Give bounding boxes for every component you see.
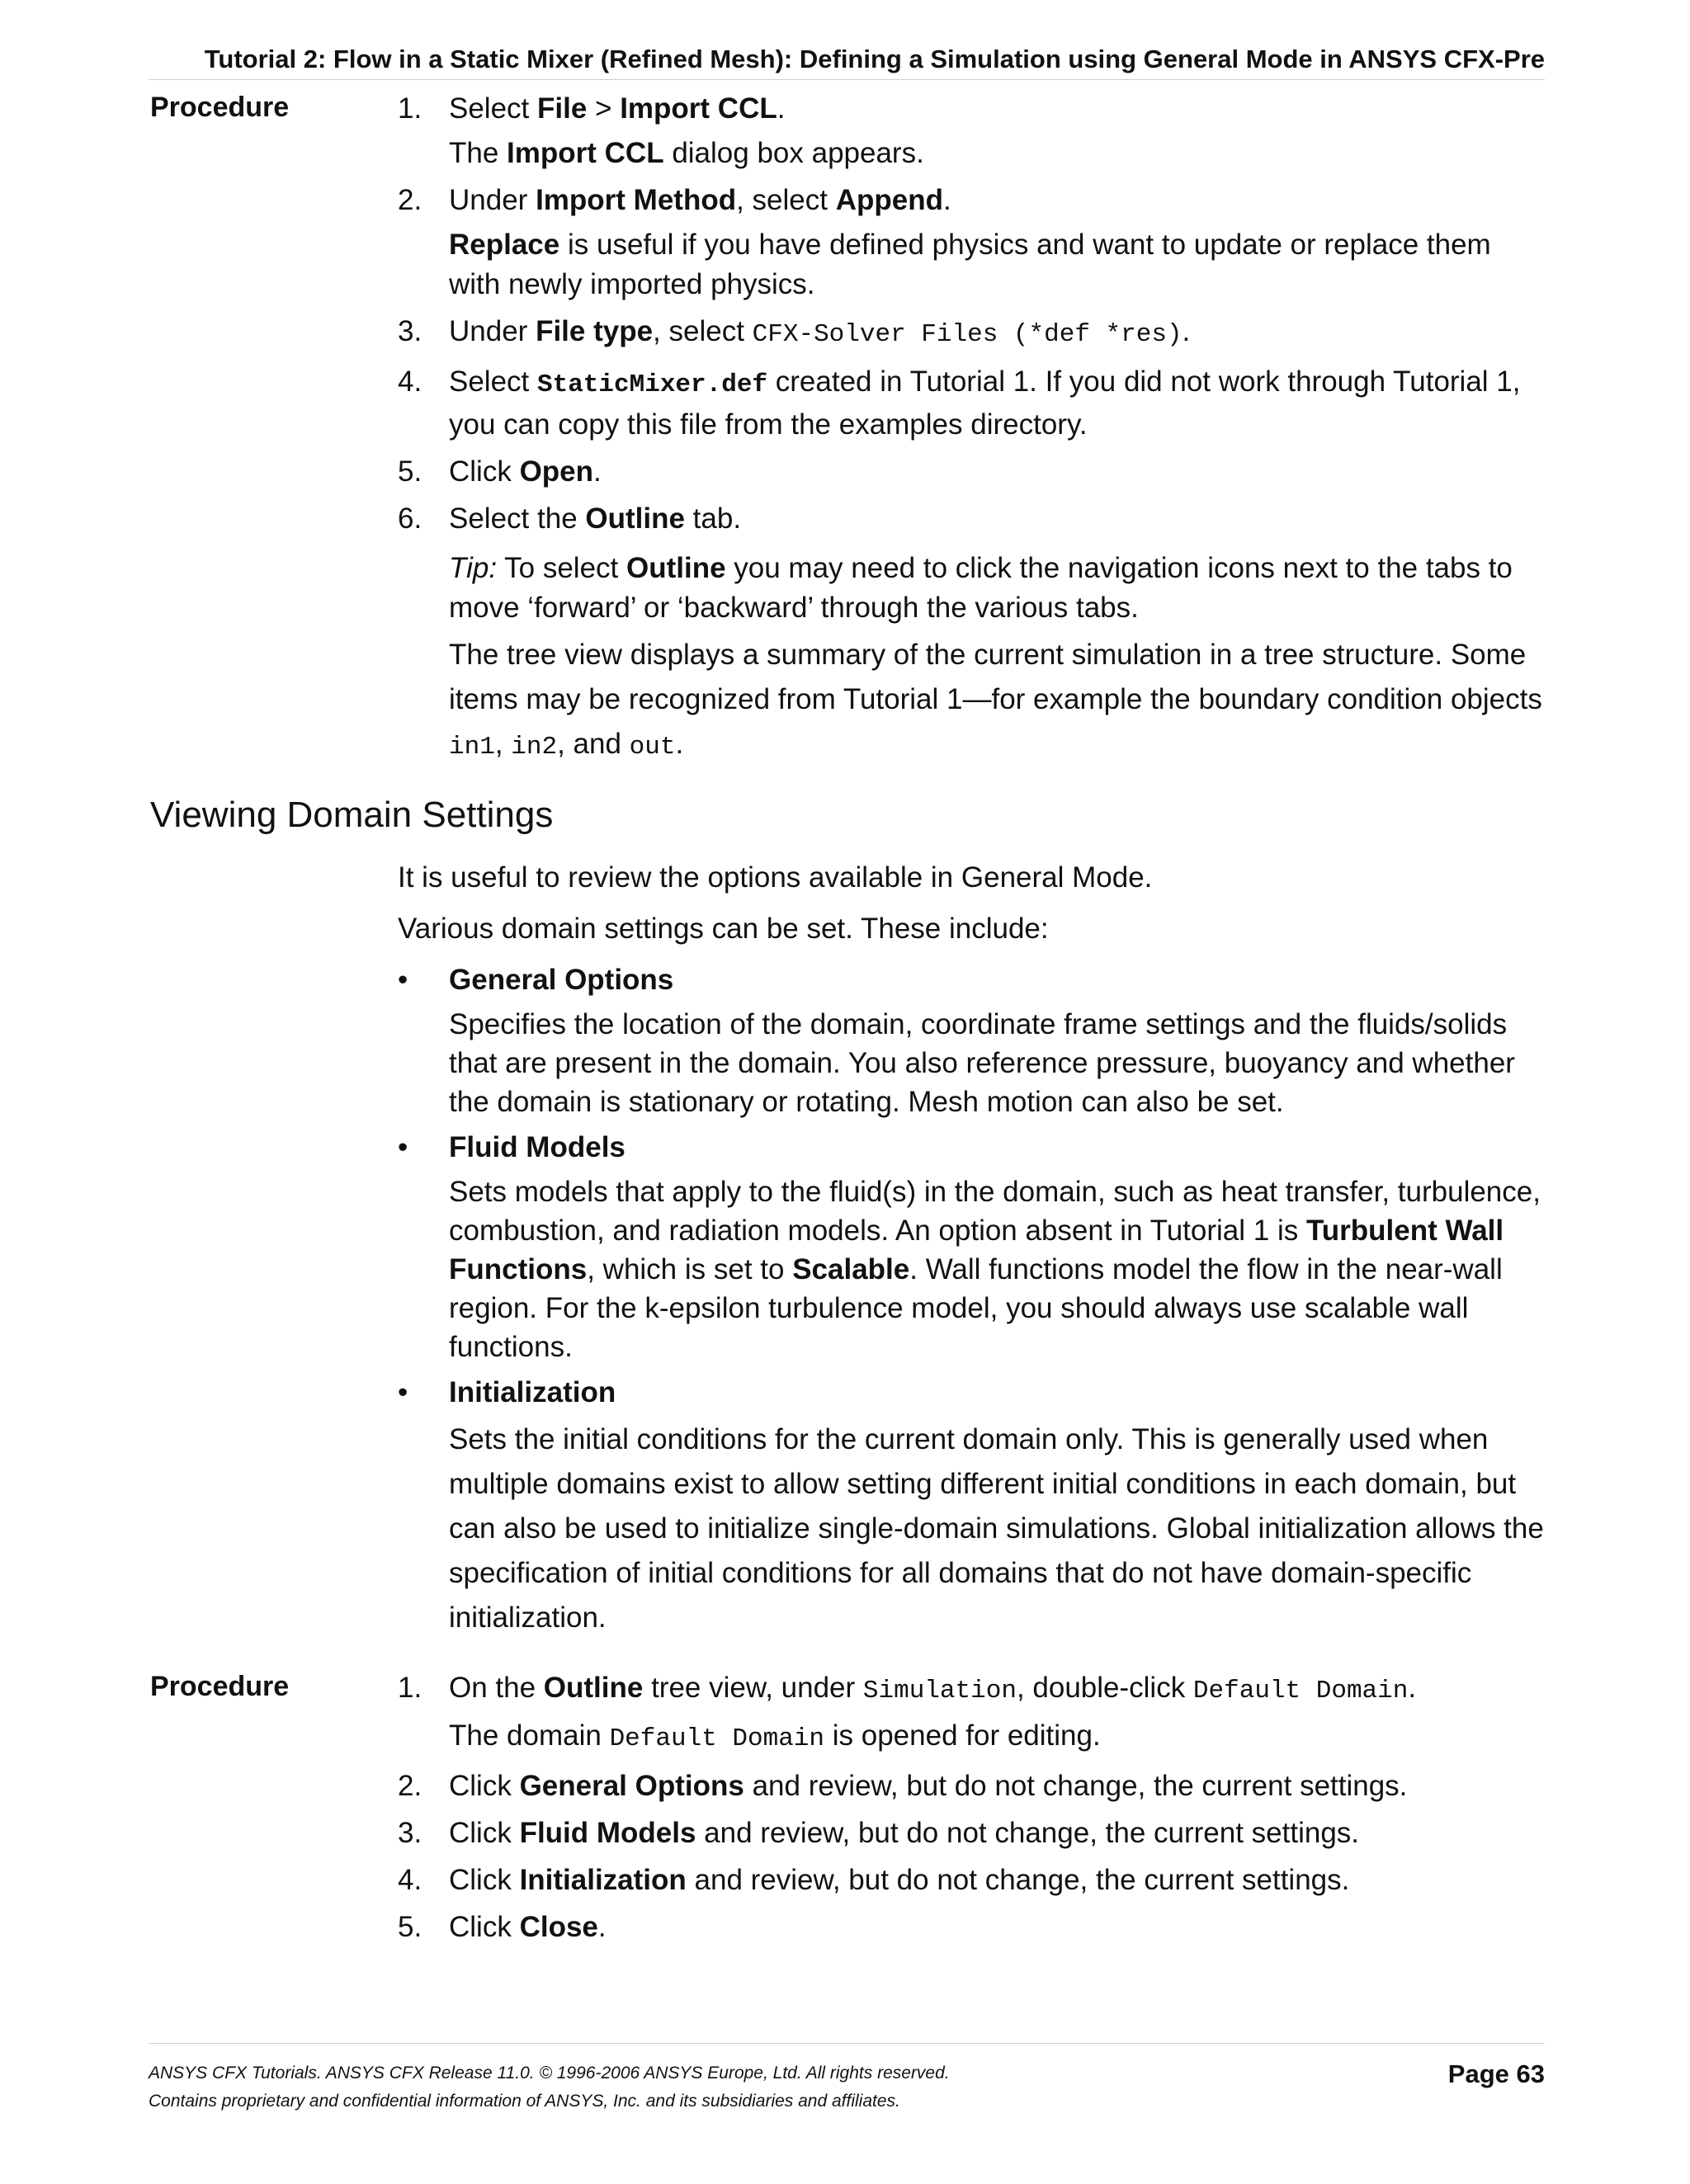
bullet-item: [398, 1128, 1545, 1366]
procedure-step: 1. On the Outline tree view, under Simulation, double-click Default Domain. The domain Default Domain is opened for editing.: [398, 1668, 1545, 1759]
procedure-step: 2. Click General Options and review, but do not change, the current settings.: [398, 1770, 1408, 1802]
bullet-item: [398, 960, 1545, 1121]
section-heading: Viewing Domain Settings: [150, 795, 554, 835]
intro-paragraph: Various domain settings can be set. These include:: [398, 913, 1049, 945]
bullet-icon: •: [398, 1131, 408, 1163]
bullet-description: Sets the initial conditions for the current domain only. This is generally used when multiple domains exist to allow setting different initial conditions in each domain, but can also be used to initialize single-domain simulations. Global initialization allows the specification of initial conditions for all domains that do not have domain-specific initialization.: [449, 1423, 1544, 1634]
section-body: [398, 858, 1545, 1647]
procedure-label: Procedure: [150, 92, 290, 123]
procedure-step: 3. Click Fluid Models and review, but do not change, the current settings.: [398, 1817, 1360, 1849]
bullet-description: Specifies the location of the domain, coordinate frame settings and the fluids/solids that are present in the domain. You also reference pressure, buoyancy and whether the domain is stationary or rotating. Mesh motion can also be set.: [449, 1008, 1515, 1118]
running-header: Tutorial 2: Flow in a Static Mixer (Refined Mesh): Defining a Simulation using General Mode in ANSYS CFX-Pre: [149, 43, 1545, 80]
procedure-step: 2. Under Import Method, select Append. Replace is useful if you have defined physics and want to update or replace them with newly imported physics.: [398, 181, 1545, 304]
tip-note: Tip: To select Outline you may need to click the navigation icons next to the tabs to move ‘forward’ or ‘backward’ through the various tabs.: [449, 552, 1513, 624]
procedure-step: 4. Select StaticMixer.def created in Tutorial 1. If you did not work through Tutorial 1, you can copy this file from the examples directory.: [398, 366, 1521, 441]
procedure-step: 1. Select File > Import CCL. The Import CCL dialog box appears.: [398, 89, 1545, 173]
step-note: The Import CCL dialog box appears.: [449, 137, 924, 169]
procedure-step: 4. Click Initialization and review, but do not change, the current settings.: [398, 1864, 1350, 1896]
procedure-label: Procedure: [150, 1671, 290, 1702]
footer-copyright: ANSYS CFX Tutorials. ANSYS CFX Release 11.0. © 1996-2006 ANSYS Europe, Ltd. All rights reserved. Contains proprietary and confidential information of ANSYS, Inc. and its subsidiaries and affiliates.: [149, 2064, 950, 2111]
step-note: Replace is useful if you have defined physics and want to update or replace them with newly imported physics.: [449, 229, 1491, 300]
bullet-icon: •: [398, 964, 408, 996]
procedure-steps: [398, 1668, 1545, 1955]
step-note: The tree view displays a summary of the current simulation in a tree structure. Some items may be recognized from Tutorial 1—for example the boundary condition objects in1, in2, and out.: [449, 639, 1542, 762]
footer-divider: [149, 2043, 1545, 2044]
procedure-step: 5. Click Close.: [398, 1911, 607, 1943]
procedure-steps: [398, 89, 1545, 777]
bullet-description: Sets models that apply to the fluid(s) in the domain, such as heat transfer, turbulence, combustion, and radiation models. An option absent in Tutorial 1 is Turbulent Wall Functions, which is set to Scalable. Wall functions model the flow in the near-wall region. For the k-epsilon turbulence model, you should always use scalable wall functions.: [449, 1176, 1541, 1363]
bullet-title: General Options: [449, 964, 674, 996]
bullet-icon: •: [398, 1376, 408, 1408]
step-note: The domain Default Domain is opened for editing.: [449, 1719, 1101, 1753]
procedure-step: 3. Under File type, select CFX-Solver Files (*def *res).: [398, 315, 1191, 349]
bullet-title: Initialization: [449, 1376, 616, 1408]
page-number: Page 63: [1447, 2059, 1545, 2088]
bullet-title: Fluid Models: [449, 1131, 625, 1163]
procedure-step: 6. Select the Outline tab. Tip: To select Outline you may need to click the navigation icons next to the tabs to move ‘forward’ or ‘backward’ through the various tabs. The tree view displays a summary of the current simulation in a tree structure. Some items may be recognized from Tutorial 1—for example the boundary condition objects in1, in2, and out.: [398, 499, 1545, 770]
procedure-step: 5. Click Open.: [398, 455, 602, 488]
intro-paragraph: It is useful to review the options available in General Mode.: [398, 861, 1153, 894]
bullet-item: [398, 1373, 1545, 1640]
